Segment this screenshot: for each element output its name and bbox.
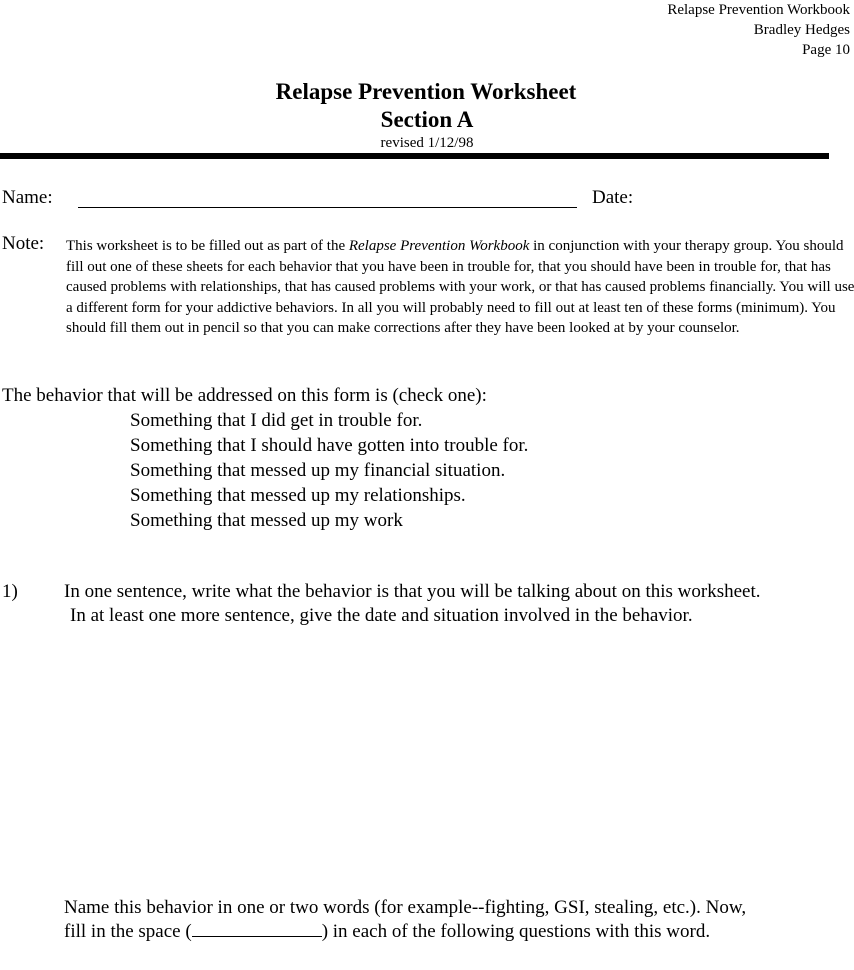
option-should-have-gotten-in-trouble[interactable]: Something that I should have gotten into trouble for. [130, 435, 529, 456]
option-work[interactable]: Something that messed up my work [130, 510, 403, 531]
name-behavior-line-1: Name this behavior in one or two words (for example--fighting, GSI, stealing, etc.). Now, [64, 897, 747, 918]
name-behavior-instruction [64, 896, 854, 944]
note-text-start: This worksheet is to be filled out as part of the [66, 238, 349, 254]
note-label: Note: [2, 233, 45, 254]
question-1-line-2: In at least one more sentence, give the date and situation involved in the behavior. [70, 605, 693, 626]
name-behavior-line-2-end: ) in each of the following questions with this word. [321, 921, 711, 942]
blank-space [192, 922, 322, 937]
date-label: Date: [592, 187, 634, 208]
question-1-text [64, 580, 854, 628]
name-field[interactable] [78, 207, 577, 208]
note-text-end: in conjunction with your therapy group. You should fill out one of these sheets for each behavior that you have been in trouble for, that you should have been in trouble for, that has caused problems with relationships, that has caused problems with your work, or that has caused problems financially. You will use a different form for your addictive behaviors. In all you will probably need to fill out at least ten of these forms (minimum). You should fill them out in pencil so that you can make corrections after they have been looked at by your counselor. [66, 238, 854, 336]
page-header [667, 0, 850, 60]
behavior-options [130, 408, 528, 533]
author-name: Bradley Hedges [753, 22, 850, 38]
note-text [66, 236, 854, 339]
option-did-get-in-trouble[interactable]: Something that I did get in trouble for. [130, 410, 423, 431]
page-number: Page 10 [802, 42, 850, 58]
workbook-title: Relapse Prevention Workbook [667, 2, 850, 18]
worksheet-title: Relapse Prevention Worksheet [275, 79, 577, 104]
option-relationships[interactable]: Something that messed up my relationships. [130, 485, 466, 506]
workbook-italic: Relapse Prevention Workbook [348, 238, 530, 254]
name-label: Name: [2, 187, 53, 208]
option-financial[interactable]: Something that messed up my financial situation. [130, 460, 506, 481]
section-title: Section A [380, 107, 474, 132]
question-1-number: 1) [2, 581, 18, 602]
question-1-line-1: In one sentence, write what the behavior is that you will be talking about on this worksheet. [64, 581, 761, 602]
name-behavior-line-2 [64, 920, 854, 944]
title-block [0, 78, 854, 152]
title-divider [0, 153, 829, 159]
revision-date: revised 1/12/98 [380, 135, 474, 151]
name-behavior-line-2-start: fill in the space ( [64, 921, 192, 942]
behavior-question: The behavior that will be addressed on this form is (check one): [2, 385, 487, 406]
